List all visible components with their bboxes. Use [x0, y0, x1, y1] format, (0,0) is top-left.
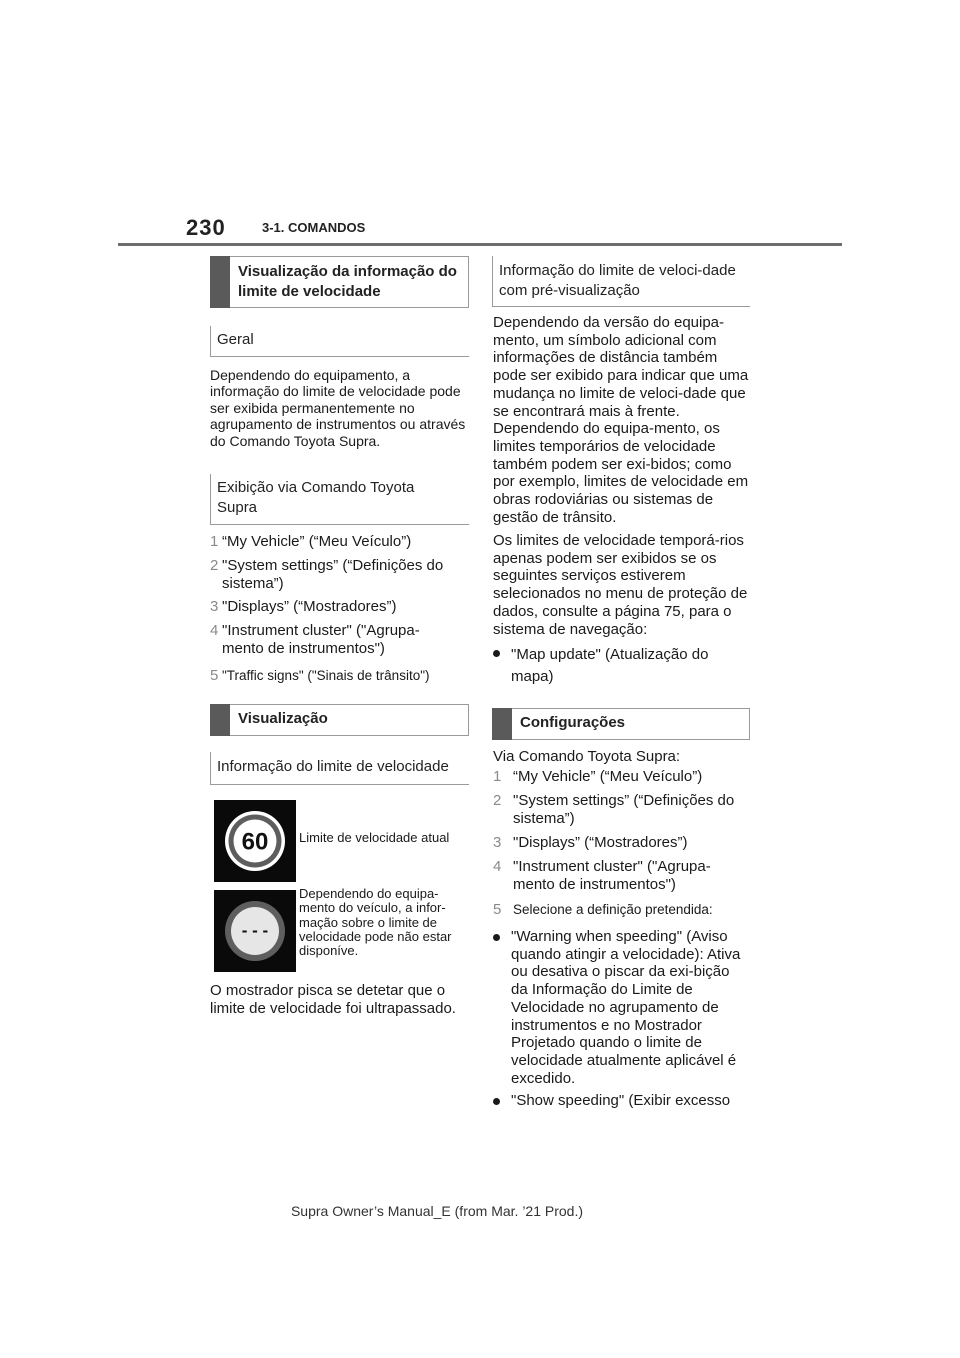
closing-paragraph: O mostrador pisca se detetar que o limite de velocidade foi ultrapassado. — [210, 982, 456, 1017]
via-command-text: Via Comando Toyota Supra: — [493, 748, 681, 765]
footer-text: Supra Owner’s Manual_E (from Mar. ’21 Prod.) — [290, 1203, 584, 1219]
step-text: "Instrument cluster" ("Agrupa-mento de instrumentos") — [513, 858, 711, 893]
speed-limit-unavailable-panel — [214, 890, 296, 972]
step-number: 5 — [210, 667, 219, 684]
heading-visualizacao — [210, 704, 469, 736]
subheading-display-via-command — [210, 474, 469, 525]
right-step-5 — [493, 901, 753, 919]
left-step-5 — [210, 667, 468, 685]
heading-bar — [210, 704, 230, 736]
bullet-dot-icon — [493, 1098, 500, 1105]
left-step-1 — [210, 533, 468, 551]
bullet-map-update — [493, 644, 753, 684]
step-text: Selecione a definição pretendida: — [513, 902, 713, 917]
step-number: 4 — [493, 858, 502, 875]
right-step-3 — [493, 834, 753, 852]
heading-text: Visualização da informação do limite de velocidade — [238, 263, 457, 300]
bullet-warning-speeding — [493, 928, 753, 1088]
step-number: 2 — [493, 792, 502, 809]
page-number: 230 — [186, 215, 226, 240]
bullet-text: "Warning when speeding" (Aviso quando atingir a velocidade): Ativa ou desativa o piscar da exi-bição da Informação do Limite de Velocidade no agrupamento de instrumentos e no Mostrador Projetado quando o limite de velocidade atualmente aplicável é excedido. — [511, 928, 741, 1087]
step-text: “My Vehicle” (“Meu Veículo”) — [222, 533, 412, 550]
bullet-text: "Map update" (Atualização do mapa) — [511, 646, 709, 685]
geral-paragraph: Dependendo do equipamento, a informação do limite de velocidade pode ser exibida permanentemente no agrupamento de instrumentos ou através do Comando Toyota Supra. — [210, 367, 466, 449]
sign-value: 60 — [241, 828, 269, 856]
step-text: "Traffic signs" ("Sinais de trânsito") — [222, 668, 430, 683]
section-title: 3-1. COMANDOS — [262, 220, 366, 235]
bullet-dot-icon — [493, 934, 500, 941]
heading-bar — [492, 708, 512, 740]
step-number: 2 — [210, 557, 219, 574]
subheading-speed-limit-preview — [492, 256, 750, 307]
preview-paragraph: Dependendo da versão do equipa-mento, um símbolo adicional com informações de distância também pode ser exibido para indicar que uma mudança no limite de veloci-dade que se encontrará mais à frente. Dependendo do equipa-mento, os limites temporários de velocidade também podem ser exi-bidos; como por exemplo, limites de velocidade em obras rodoviárias ou sistemas de gestão de trânsito. — [493, 314, 749, 526]
sign1-caption: Limite de velocidade atual — [299, 830, 450, 845]
step-number: 1 — [493, 768, 502, 785]
right-step-4 — [493, 858, 753, 894]
bullet-dot-icon — [493, 650, 500, 657]
heading-speed-limit-info — [210, 256, 469, 308]
step-text: "System settings” (“Definições do sistema”) — [513, 792, 735, 827]
sign-value: - - - — [241, 921, 269, 940]
subheading-text: Geral — [217, 331, 254, 348]
heading-bar — [210, 256, 230, 308]
header-divider — [118, 243, 842, 246]
subheading-geral — [210, 326, 469, 357]
heading-text: Configurações — [520, 714, 626, 731]
step-text: "System settings” (“Definições do sistema”) — [222, 557, 444, 592]
sign2-caption: Dependendo do equipa-mento do veículo, a infor-mação sobre o limite de velocidade pode não estar disponíve. — [299, 886, 452, 959]
subheading-text: Exibição via Comando Toyota Supra — [217, 479, 415, 516]
step-number: 3 — [210, 598, 219, 615]
bullet-show-speeding — [493, 1092, 753, 1110]
speed-limit-sign-icon — [214, 800, 296, 882]
step-text: “My Vehicle” (“Meu Veículo”) — [513, 768, 703, 785]
bullet-text: "Show speeding" (Exibir excesso — [511, 1092, 731, 1109]
subheading-text: Informação do limite de velocidade — [217, 758, 449, 775]
left-step-2 — [210, 557, 468, 593]
heading-configuracoes — [492, 708, 750, 740]
left-step-4 — [210, 622, 468, 658]
footer — [0, 1203, 960, 1219]
step-text: "Displays” (“Mostradores”) — [513, 834, 688, 851]
heading-text: Visualização — [238, 710, 328, 727]
step-number: 3 — [493, 834, 502, 851]
right-step-1 — [493, 768, 753, 786]
step-number: 1 — [210, 533, 219, 550]
speed-limit-unavailable-icon — [214, 890, 296, 972]
subheading-speed-limit-info — [210, 752, 469, 785]
step-number: 4 — [210, 622, 219, 639]
step-text: "Instrument cluster" ("Agrupa-mento de instrumentos") — [222, 622, 420, 657]
left-step-3 — [210, 598, 468, 616]
speed-limit-sign-panel — [214, 800, 296, 882]
right-step-2 — [493, 792, 753, 828]
temporary-limits-paragraph: Os limites de velocidade temporá-rios apenas podem ser exibidos se os seguintes serviços estiverem selecionados no menu de proteção de dados, consulte a página 75, para o sistema de navegação: — [493, 532, 748, 638]
step-number: 5 — [493, 901, 502, 918]
step-text: "Displays” (“Mostradores”) — [222, 598, 397, 615]
subheading-text: Informação do limite de veloci-dade com pré-visualização — [499, 262, 736, 299]
